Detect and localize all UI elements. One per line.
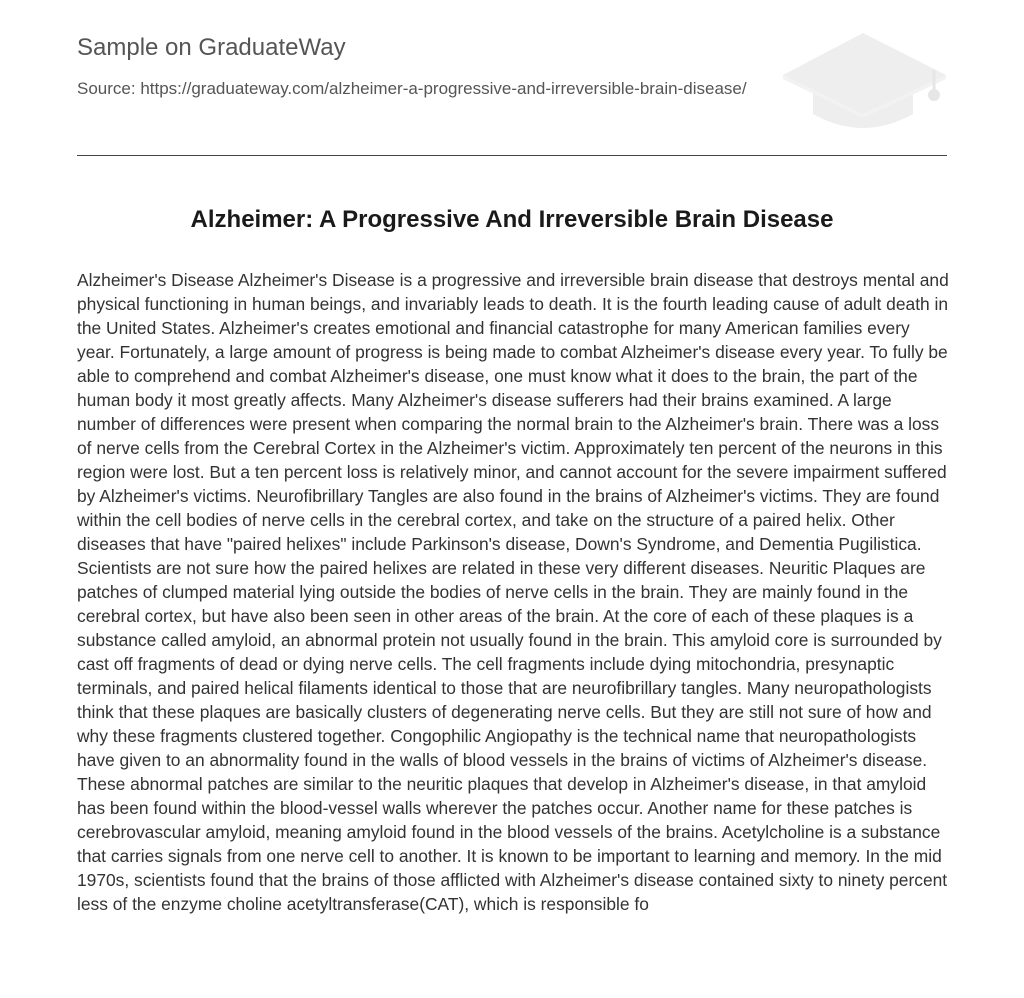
site-title: Sample on GraduateWay (77, 34, 346, 61)
article-title: Alzheimer: A Progressive And Irreversible Brain Disease (190, 206, 834, 233)
header-divider (77, 155, 947, 156)
source-line (77, 78, 757, 99)
graduation-cap-icon (780, 30, 946, 134)
article-body: Alzheimer's Disease Alzheimer's Disease is a progressive and irreversible brain disease that destroys mental and physical functioning in human beings, and invariably leads to death. It is the fourth leading cause of adult death in the United States. Alzheimer's creates emotional and financial catastrophe for many American families every year. Fortunately, a large amount of progress is being made to combat Alzheimer's disease every year. To fully be able to comprehend and combat Alzheimer's disease, one must know what it does to the brain, the part of the human body it most greatly affects. Many Alzheimer's disease sufferers had their brains examined. A large number of differences were present when comparing the normal brain to the Alzheimer's brain. There was a loss of nerve cells from the Cerebral Cortex in the Alzheimer's victim. Approximately ten percent of the neurons in this region were lost. But a ten percent loss is relatively minor, and cannot account for the severe impairment suffered by Alzheimer's victims. Neurofibrillary Tangles are also found in the brains of Alzheimer's victims. They are found within the cell bodies of nerve cells in the cerebral cortex, and take on the structure of a paired helix. Other diseases that have "paired helixes" include Parkinson's disease, Down's Syndrome, and Dementia Pugilistica. Scientists are not sure how the paired helixes are related in these very different diseases. Neuritic Plaques are patches of clumped material lying outside the bodies of nerve cells in the brain. They are mainly found in the cerebral cortex, but have also been seen in other areas of the brain. At the core of each of these plaques is a substance called amyloid, an abnormal protein not usually found in the brain. This amyloid core is surrounded by cast off fragments of dead or dying nerve cells. The cell fragments include dying mitochondria, presynaptic terminals, and paired helical filaments identical to those that are neurofibrillary tangles. Many neuropathologists think that these plaques are basically clusters of degenerating nerve cells. But they are still not sure of how and why these fragments clustered together. Congophilic Angiopathy is the technical name that neuropathologists have given to an abnormality found in the walls of blood vessels in the brains of victims of Alzheimer's disease. These abnormal patches are similar to the neuritic plaques that develop in Alzheimer's disease, in that amyloid has been found within the blood-vessel walls wherever the patches occur. Another name for these patches is cerebrovascular amyloid, meaning amyloid found in the blood vessels of the brains. Acetylcholine is a substance that carries signals from one nerve cell to another. It is known to be important to learning and memory. In the mid 1970s, scientists found that the brains of those afflicted with Alzheimer's disease contained sixty to ninety percent less of the enzyme choline acetyltransferase(CAT), which is responsible fo (77, 270, 949, 914)
source-label: Source: (77, 79, 136, 98)
page-header (77, 0, 947, 156)
source-link[interactable]: https://graduateway.com/alzheimer-a-progressive-and-irreversible-brain-disease/ (140, 79, 747, 98)
